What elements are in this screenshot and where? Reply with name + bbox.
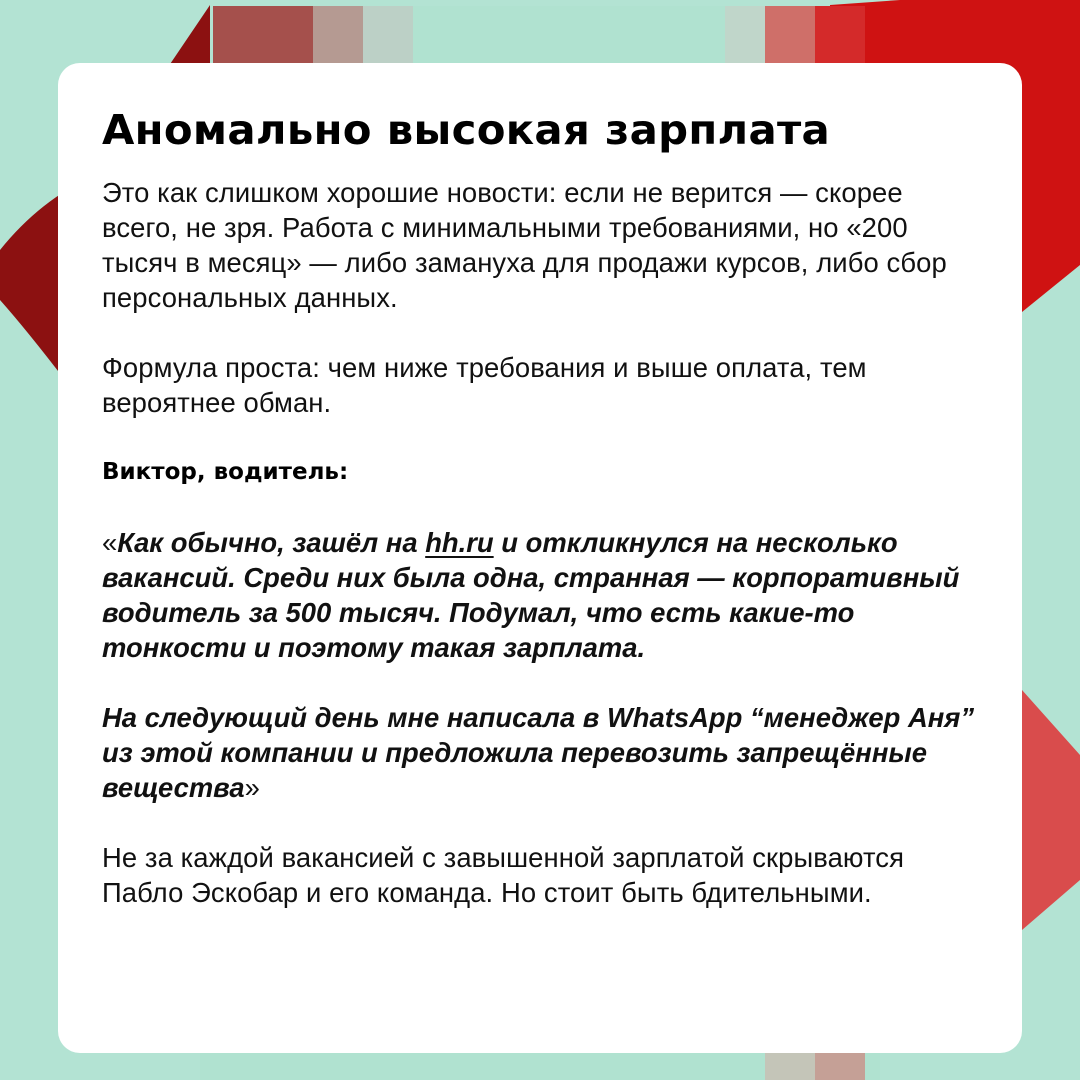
intro-paragraph: Это как слишком хорошие новости: если не верится — скорее всего, не зря. Работа с минимальными требованиями, но «200 тысяч в месяц» — либо замануха для продажи курсов, либо сбор персональных данных. xyxy=(102,177,947,313)
formula-paragraph: Формула проста: чем ниже требования и выше оплата, тем вероятнее обман. xyxy=(102,352,867,418)
page-title: Аномально высокая зарплата xyxy=(102,106,831,154)
content-card xyxy=(58,63,1022,1053)
quote-text-2: На следующий день мне написала в WhatsApp “менеджер Аня” из этой компании и предложила перевозить запрещённые вещества xyxy=(102,702,975,803)
close-quote-mark: » xyxy=(244,772,260,803)
quote-text-after-link: и откликнулся на несколько вакансий. Среди них была одна, странная — корпоративный водитель за 500 тысяч. Подумал, что есть какие-то тонкости и поэтому такая зарплата. xyxy=(102,527,960,663)
quote-block-2 xyxy=(102,700,978,805)
hh-ru-link[interactable]: hh.ru xyxy=(425,527,494,558)
conclusion-paragraph: Не за каждой вакансией с завышенной зарплатой скрываются Пабло Эскобар и его команда. Но стоит быть бдительными. xyxy=(102,842,905,908)
quote-block-1 xyxy=(102,525,978,665)
author-label: Виктор, водитель: xyxy=(102,459,349,485)
open-quote-mark: « xyxy=(102,527,118,558)
coral-triangle xyxy=(1022,690,1080,930)
quote-text-before-link: Как обычно, зашёл на xyxy=(117,527,426,558)
